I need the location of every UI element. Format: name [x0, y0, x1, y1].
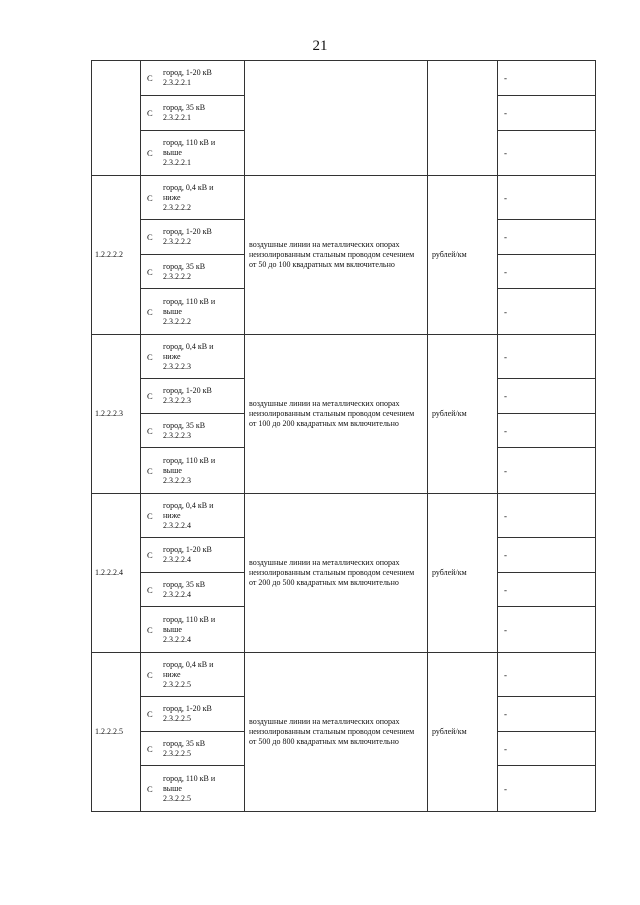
description-cell: воздушные линии на металлических опорах неизолированным стальным проводом сечением от 200 до 500 квадратных мм включительно — [245, 494, 428, 653]
sub-category-text — [163, 659, 244, 691]
sub-category-letter: С — [147, 108, 153, 118]
sub-category-line: город, 1-20 кВ — [163, 227, 212, 236]
sub-category-line: 2.3.2.2.3 — [163, 475, 191, 485]
sub-category-line: город, 1-20 кВ — [163, 545, 212, 554]
sub-category-text — [163, 703, 244, 725]
tariff-table — [91, 60, 596, 812]
value-cell: - — [498, 220, 596, 255]
sub-category-cell — [141, 732, 245, 766]
sub-category-line: выше — [163, 624, 182, 634]
sub-category-line: 2.3.2.2.5 — [163, 748, 191, 758]
sub-category-line: город, 110 кВ и — [163, 138, 216, 147]
sub-category-text — [163, 614, 244, 646]
sub-category-letter: С — [147, 624, 153, 635]
description-cell — [245, 61, 428, 176]
sub-category-text — [163, 738, 244, 760]
description-cell: воздушные линии на металлических опорах неизолированным стальным проводом сечением от 500 до 800 квадратных мм включительно — [245, 653, 428, 812]
value-cell: - — [498, 573, 596, 607]
sub-category-line: город, 35 кВ — [163, 579, 206, 589]
sub-category-line: город, 1-20 кВ — [163, 704, 212, 713]
sub-category-line: город, 110 кВ и — [163, 455, 216, 465]
sub-category-line: город, 110 кВ и — [163, 773, 216, 783]
sub-category-letter: С — [147, 584, 153, 595]
code-cell: 1.2.2.2.3 — [92, 335, 141, 494]
sub-category-line: 2.3.2.2.1 — [163, 113, 191, 122]
value-cell: - — [498, 61, 596, 96]
sub-category-line: город, 35 кВ — [163, 103, 206, 112]
sub-category-letter: С — [147, 425, 153, 436]
sub-category-line: 2.3.2.2.5 — [163, 679, 191, 689]
sub-category-cell — [141, 573, 245, 607]
sub-category-line: 2.3.2.2.4 — [163, 555, 191, 564]
table-row — [92, 335, 596, 379]
value-cell: - — [498, 607, 596, 653]
sub-category-text — [163, 455, 244, 487]
sub-category-text — [163, 102, 244, 124]
sub-category-cell — [141, 220, 245, 255]
table-row — [92, 61, 596, 96]
sub-category-line: город, 35 кВ — [163, 420, 206, 430]
sub-category-letter: С — [147, 192, 153, 203]
sub-category-cell — [141, 379, 245, 414]
value-cell: - — [498, 255, 596, 289]
sub-category-line: 2.3.2.2.5 — [163, 793, 191, 803]
sub-category-text — [163, 341, 244, 373]
sub-category-line: 2.3.2.2.4 — [163, 634, 191, 644]
sub-category-line: город, 110 кВ и — [163, 614, 216, 624]
sub-category-text — [163, 385, 244, 407]
sub-category-line: 2.3.2.2.1 — [163, 78, 191, 87]
value-cell: - — [498, 697, 596, 732]
value-cell: - — [498, 289, 596, 335]
sub-category-line: ниже — [163, 192, 181, 202]
sub-category-letter: С — [147, 783, 153, 794]
sub-category-line: 2.3.2.2.2 — [163, 316, 191, 326]
sub-category-cell — [141, 607, 245, 653]
sub-category-line: 2.3.2.2.4 — [163, 520, 191, 530]
sub-category-cell — [141, 766, 245, 812]
sub-category-line: 2.3.2.2.1 — [163, 158, 191, 167]
page-number: 21 — [312, 38, 328, 54]
sub-category-cell — [141, 448, 245, 494]
value-cell: - — [498, 96, 596, 131]
sub-category-cell — [141, 61, 245, 96]
sub-category-line: город, 35 кВ — [163, 738, 206, 748]
sub-category-line: 2.3.2.2.3 — [163, 430, 191, 440]
sub-category-text — [163, 544, 244, 566]
sub-category-line: 2.3.2.2.3 — [163, 396, 191, 405]
sub-category-letter: С — [147, 465, 153, 476]
sub-category-line: ниже — [163, 351, 181, 361]
value-cell: - — [498, 732, 596, 766]
tariff-table-body — [92, 61, 596, 812]
sub-category-line: город, 1-20 кВ — [163, 386, 212, 395]
sub-category-letter: С — [147, 391, 153, 401]
sub-category-text — [163, 137, 244, 169]
sub-category-text — [163, 296, 244, 328]
sub-category-text — [163, 67, 244, 89]
sub-category-letter: С — [147, 510, 153, 521]
sub-category-letter: С — [147, 266, 153, 277]
sub-category-line: выше — [163, 148, 182, 157]
sub-category-letter: С — [147, 148, 153, 158]
unit-cell: рублей/км — [428, 176, 498, 335]
sub-category-text — [163, 226, 244, 248]
unit-cell — [428, 61, 498, 176]
table-row — [92, 653, 596, 697]
sub-category-line: город, 110 кВ и — [163, 296, 216, 306]
sub-category-line: город, 0,4 кВ и — [163, 182, 214, 192]
code-cell — [92, 61, 141, 176]
sub-category-text — [163, 773, 244, 805]
value-cell: - — [498, 538, 596, 573]
sub-category-cell — [141, 653, 245, 697]
value-cell: - — [498, 335, 596, 379]
value-cell: - — [498, 494, 596, 538]
value-cell: - — [498, 379, 596, 414]
sub-category-cell — [141, 96, 245, 131]
sub-category-line: 2.3.2.2.3 — [163, 361, 191, 371]
code-cell: 1.2.2.2.4 — [92, 494, 141, 653]
table-row — [92, 494, 596, 538]
sub-category-cell — [141, 289, 245, 335]
sub-category-line: город, 1-20 кВ — [163, 68, 212, 77]
description-cell: воздушные линии на металлических опорах неизолированным стальным проводом сечением от 100 до 200 квадратных мм включительно — [245, 335, 428, 494]
sub-category-line: ниже — [163, 669, 181, 679]
sub-category-text — [163, 420, 244, 442]
sub-category-letter: С — [147, 550, 153, 560]
sub-category-line: 2.3.2.2.5 — [163, 714, 191, 723]
sub-category-letter: С — [147, 351, 153, 362]
sub-category-letter: С — [147, 232, 153, 242]
value-cell: - — [498, 653, 596, 697]
sub-category-letter: С — [147, 743, 153, 754]
sub-category-text — [163, 500, 244, 532]
sub-category-cell — [141, 176, 245, 220]
value-cell: - — [498, 176, 596, 220]
sub-category-cell — [141, 538, 245, 573]
sub-category-letter: С — [147, 709, 153, 719]
value-cell: - — [498, 131, 596, 176]
sub-category-text — [163, 261, 244, 283]
unit-cell: рублей/км — [428, 335, 498, 494]
sub-category-letter: С — [147, 669, 153, 680]
sub-category-cell — [141, 131, 245, 176]
code-cell: 1.2.2.2.5 — [92, 653, 141, 812]
sub-category-cell — [141, 335, 245, 379]
unit-cell: рублей/км — [428, 494, 498, 653]
sub-category-cell — [141, 494, 245, 538]
sub-category-cell — [141, 697, 245, 732]
sub-category-cell — [141, 255, 245, 289]
sub-category-line: город, 0,4 кВ и — [163, 500, 214, 510]
table-row — [92, 176, 596, 220]
sub-category-line: 2.3.2.2.2 — [163, 237, 191, 246]
sub-category-line: 2.3.2.2.2 — [163, 271, 191, 281]
sub-category-line: город, 0,4 кВ и — [163, 659, 214, 669]
code-cell: 1.2.2.2.2 — [92, 176, 141, 335]
sub-category-line: город, 0,4 кВ и — [163, 341, 214, 351]
sub-category-line: 2.3.2.2.2 — [163, 202, 191, 212]
sub-category-letter: С — [147, 73, 153, 83]
value-cell: - — [498, 414, 596, 448]
unit-cell: рублей/км — [428, 653, 498, 812]
description-cell: воздушные линии на металлических опорах неизолированным стальным проводом сечением от 50 до 100 квадратных мм включительно — [245, 176, 428, 335]
sub-category-cell — [141, 414, 245, 448]
sub-category-text — [163, 579, 244, 601]
sub-category-line: выше — [163, 465, 182, 475]
sub-category-line: ниже — [163, 510, 181, 520]
value-cell: - — [498, 766, 596, 812]
sub-category-text — [163, 182, 244, 214]
sub-category-line: город, 35 кВ — [163, 261, 206, 271]
sub-category-line: 2.3.2.2.4 — [163, 589, 191, 599]
sub-category-line: выше — [163, 783, 182, 793]
value-cell: - — [498, 448, 596, 494]
sub-category-line: выше — [163, 306, 182, 316]
sub-category-letter: С — [147, 306, 153, 317]
